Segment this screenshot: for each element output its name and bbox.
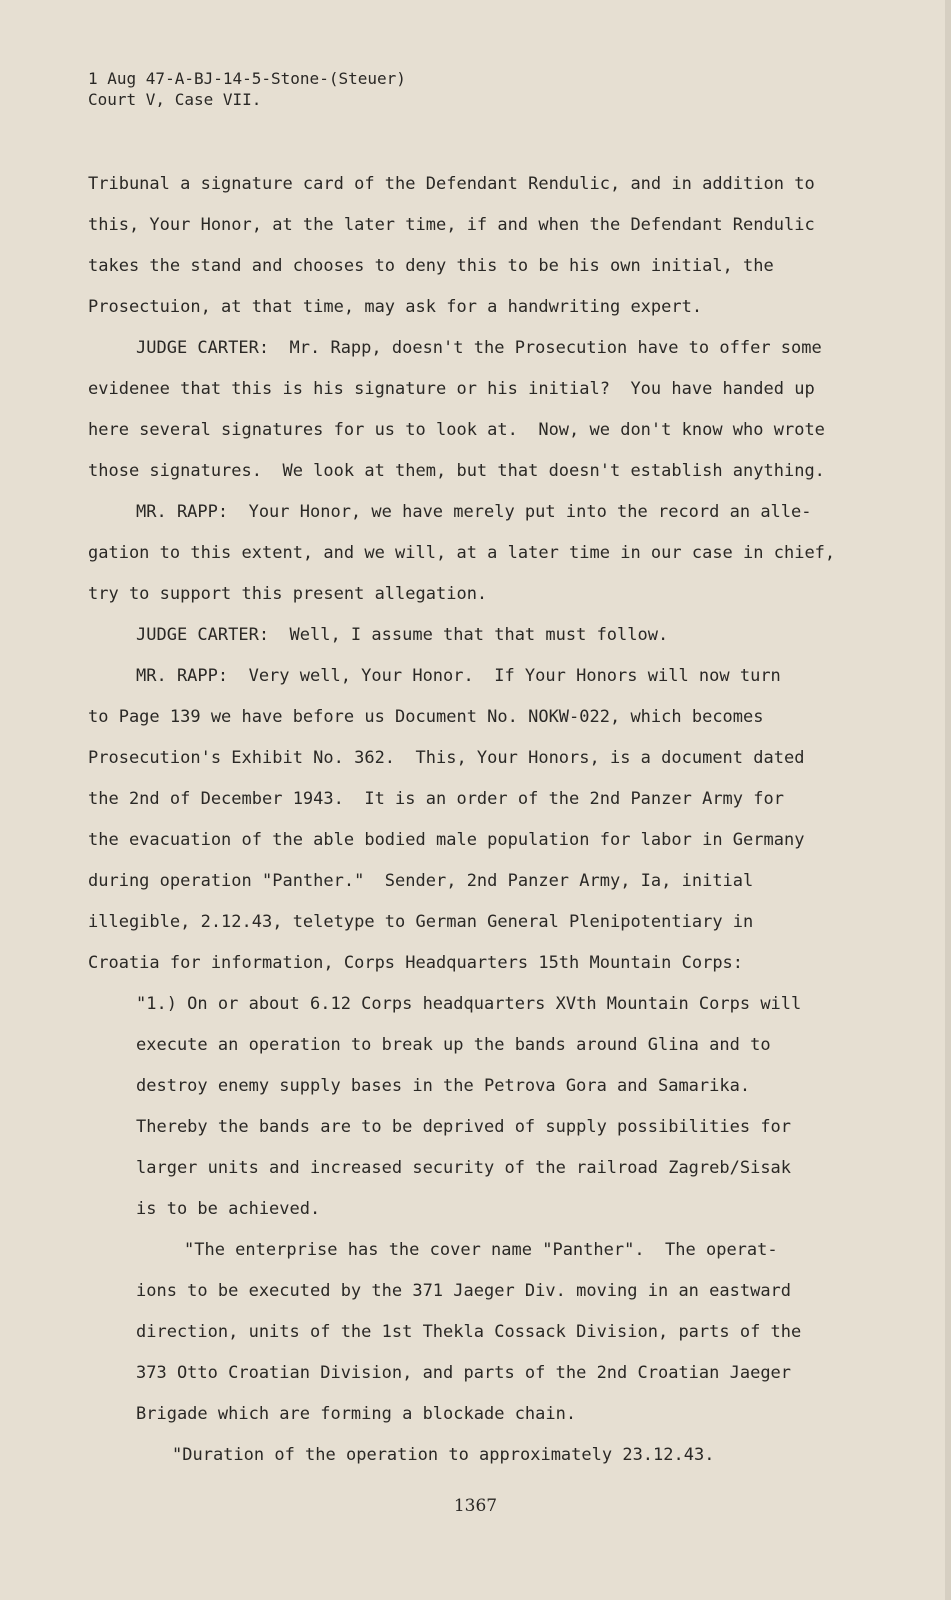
body-line: here several signatures for us to look at. Now, we don't know who wrote	[88, 420, 825, 440]
transcript-body	[88, 170, 848, 1482]
body-line: the evacuation of the able bodied male population for labor in Germany	[88, 830, 805, 850]
page-number: 1367	[453, 1496, 498, 1516]
body-line: takes the stand and chooses to deny this to be his own initial, the	[88, 256, 774, 276]
quoted-line: direction, units of the 1st Thekla Cossack Division, parts of the	[136, 1322, 802, 1342]
body-line: MR. RAPP: Your Honor, we have merely put into the record an alle-	[136, 502, 812, 522]
body-line: JUDGE CARTER: Well, I assume that that must follow.	[136, 625, 669, 645]
document-header	[88, 68, 406, 110]
body-line: Prosecution's Exhibit No. 362. This, Your Honors, is a document dated	[88, 748, 805, 768]
body-line: the 2nd of December 1943. It is an order of the 2nd Panzer Army for	[88, 789, 784, 809]
quoted-line: destroy enemy supply bases in the Petrova Gora and Samarika.	[136, 1076, 751, 1096]
page-edge	[945, 0, 951, 1600]
quoted-line: 373 Otto Croatian Division, and parts of the 2nd Croatian Jaeger	[136, 1363, 792, 1383]
quoted-line: ions to be executed by the 371 Jaeger Div. moving in an eastward	[136, 1281, 792, 1301]
body-line: this, Your Honor, at the later time, if and when the Defendant Rendulic	[88, 215, 815, 235]
body-line: evidenee that this is his signature or his initial? You have handed up	[88, 379, 815, 399]
body-line: during operation "Panther." Sender, 2nd Panzer Army, Ia, initial	[88, 871, 754, 891]
body-line: try to support this present allegation.	[88, 584, 488, 604]
quoted-line: Brigade which are forming a blockade chain.	[136, 1404, 577, 1424]
quoted-line: larger units and increased security of the railroad Zagreb/Sisak	[136, 1158, 792, 1178]
quoted-line: "1.) On or about 6.12 Corps headquarters XVth Mountain Corps will	[136, 994, 802, 1014]
quoted-line: is to be achieved.	[136, 1199, 321, 1219]
body-line: JUDGE CARTER: Mr. Rapp, doesn't the Prosecution have to offer some	[136, 338, 822, 358]
body-line: MR. RAPP: Very well, Your Honor. If Your Honors will now turn	[136, 666, 781, 686]
body-line: to Page 139 we have before us Document No. NOKW-022, which becomes	[88, 707, 764, 727]
body-line: gation to this extent, and we will, at a later time in our case in chief,	[88, 543, 836, 563]
header-court-line: Court V, Case VII.	[88, 90, 262, 109]
quoted-line: "The enterprise has the cover name "Panther". The operat-	[184, 1240, 778, 1260]
body-line: Croatia for information, Corps Headquarters 15th Mountain Corps:	[88, 953, 744, 973]
quoted-line: Thereby the bands are to be deprived of supply possibilities for	[136, 1117, 792, 1137]
quoted-line: execute an operation to break up the bands around Glina and to	[136, 1035, 771, 1055]
quoted-line: "Duration of the operation to approximately 23.12.43.	[172, 1445, 715, 1465]
body-line: illegible, 2.12.43, teletype to German General Plenipotentiary in	[88, 912, 754, 932]
body-line: Prosectuion, at that time, may ask for a handwriting expert.	[88, 297, 703, 317]
body-line: Tribunal a signature card of the Defendant Rendulic, and in addition to	[88, 174, 815, 194]
header-reference-line: 1 Aug 47-A-BJ-14-5-Stone-(Steuer)	[88, 69, 406, 88]
body-line: those signatures. We look at them, but that doesn't establish anything.	[88, 461, 825, 481]
